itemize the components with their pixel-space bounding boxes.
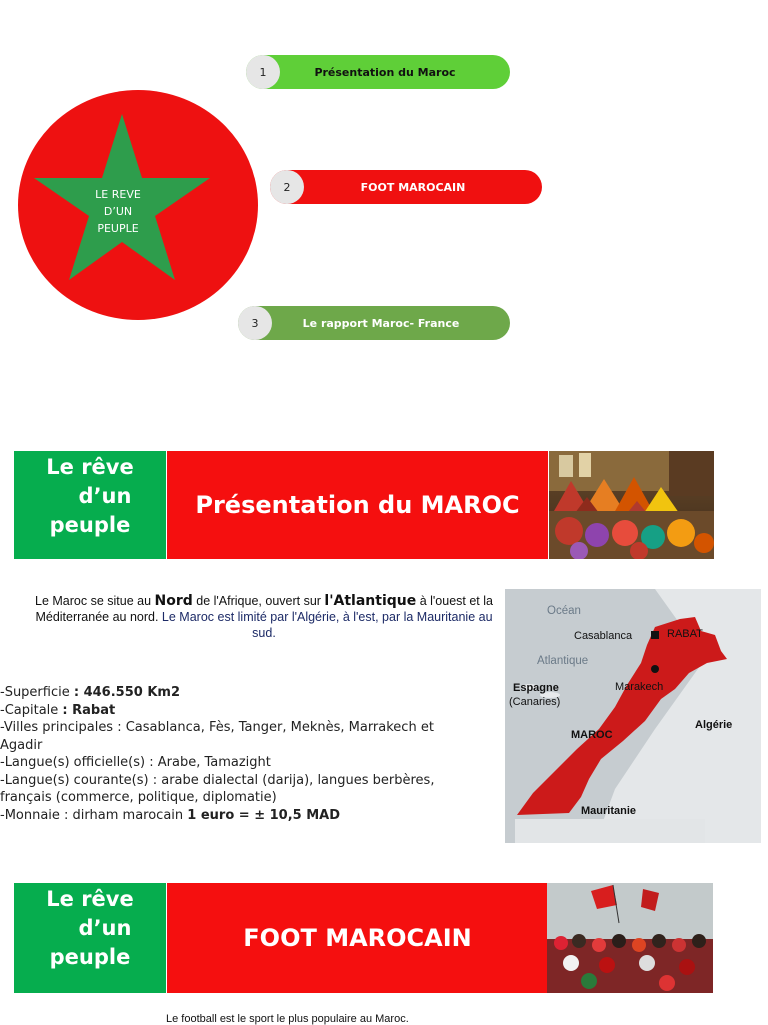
menu-label: Présentation du Maroc: [314, 65, 456, 79]
section-title: FOOT MAROCAIN: [167, 883, 548, 993]
fact-capitale: -Capitale : Rabat: [0, 702, 116, 718]
menu-number: 1: [246, 55, 280, 89]
fact-langues-officielles: -Langue(s) officielle(s) : Arabe, Tamazight: [0, 755, 271, 770]
morocco-map: Océan Atlantique Casablanca RABAT Marakech Espagne (Canaries) MAROC Algérie Mauritanie: [505, 589, 761, 843]
fact-monnaie: -Monnaie : dirham marocain 1 euro = ± 10,5 MAD: [0, 807, 341, 823]
fact-superficie: -Superficie : 446.550 Km2: [0, 685, 180, 700]
foot-intro-text: Le football est le sport le plus populaire au Maroc.: [166, 1013, 409, 1025]
spice-market-photo: [549, 451, 714, 559]
menu-item-foot[interactable]: [270, 170, 542, 204]
country-facts: [0, 684, 470, 824]
star-caption: LE REVE D’UN PEUPLE: [95, 188, 141, 235]
menu-item-rapport[interactable]: [238, 306, 510, 340]
fact-langues-courantes: -Langue(s) courante(s) : arabe dialectal (darija), langues berbères, français (commerce, politique, diplomatie): [0, 772, 435, 805]
menu-item-presentation[interactable]: [246, 55, 510, 89]
fact-villes: -Villes principales : Casablanca, Fès, Tanger, Meknès, Marrakech et Agadir: [0, 720, 434, 753]
menu-label: Le rapport Maroc- France: [302, 316, 460, 330]
football-fans-photo: [547, 883, 713, 993]
intro-paragraph: Le Maroc se situe au Nord de l'Afrique, ouvert sur l'Atlantique à l'ouest et la Méditerranée au nord. Le Maroc est limité par l'Algérie, à l'est, par la Mauritanie au sud.: [35, 593, 493, 640]
menu-number: 2: [270, 170, 304, 204]
menu-number: 3: [238, 306, 272, 340]
banner-slogan: Le rêve d’un peuple: [14, 883, 166, 993]
banner-slogan: Le rêve d’un peuple: [14, 451, 166, 559]
section-title: Présentation du MAROC: [167, 451, 548, 559]
menu-label: FOOT MAROCAIN: [360, 180, 466, 194]
